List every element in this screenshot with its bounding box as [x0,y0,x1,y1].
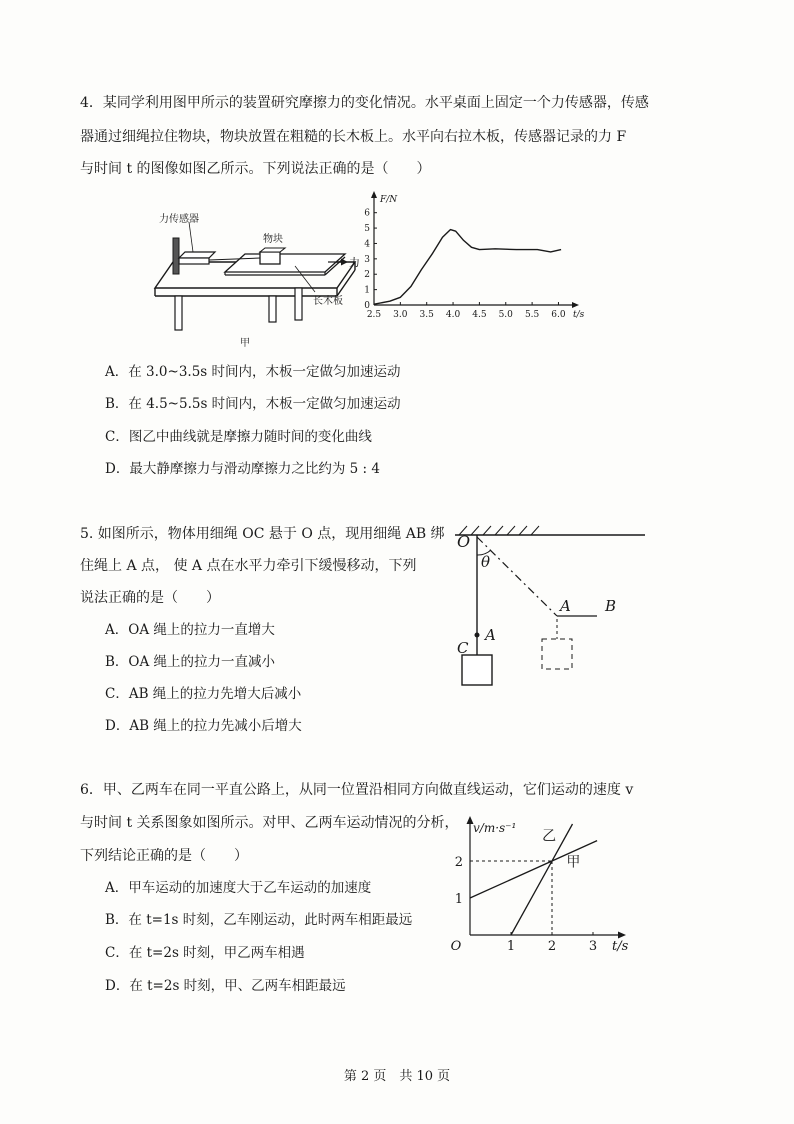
x-axis-arrow [618,932,626,939]
table-leg [269,296,276,322]
q6-option-a[interactable]: A．甲车运动的加速度大于乙车运动的加速度 [105,880,372,896]
series-label-jia: 甲 [566,854,581,871]
y-tick-label: 2 [454,855,463,870]
q5-line-1: 5. 如图所示，物体用细绳 OC 悬于 O 点，现用细绳 AB 绑 [80,526,445,542]
dashed-mass [542,639,572,669]
y-tick-label: 1 [364,285,370,296]
board-label: 长木板 [313,296,343,307]
y-tick-label: 5 [364,224,370,235]
q4-line-1: 4．某同学利用图甲所示的装置研究摩擦力的变化情况。水平桌面上固定一个力传感器，传感 [80,95,649,111]
x-tick-label: 3.5 [419,310,434,320]
long-board [225,254,345,272]
x-tick-label: 4.0 [445,310,461,320]
q6-option-b[interactable]: B．在 t=1s 时刻，乙车刚运动，此时两车相距最远 [105,912,413,928]
page-footer: 第 2 页 共 10 页 [343,1069,451,1084]
rope-oa-dashed [477,537,557,616]
y-tick-label: 6 [364,208,370,219]
apparatus-figure [145,200,365,350]
label-a: A [485,626,496,644]
table-leg [295,288,302,320]
velocity-time-chart [445,810,645,960]
q4-option-a[interactable]: A．在 3.0~3.5s 时间内，木板一定做匀加速运动 [105,364,401,380]
q5-option-c[interactable]: C．AB 绳上的拉力先增大后减小 [105,686,302,702]
x-axis-label: t/s [573,310,585,320]
table-leg [175,296,182,330]
q5-option-b[interactable]: B．OA 绳上的拉力一直减小 [105,654,276,670]
x-tick-label: 1 [506,939,516,954]
q6-line-1: 6．甲、乙两车在同一平直公路上，从同一位置沿相同方向做直线运动，它们运动的速度 v [80,782,634,798]
q4-option-b[interactable]: B．在 4.5~5.5s 时间内，木板一定做匀加速运动 [105,396,401,412]
block [260,252,280,264]
force-time-chart [358,185,588,325]
sensor-label: 力传感器 [159,214,199,225]
rope-figure [445,515,645,695]
q4-line-3: 与时间 t 的图像如图乙所示。下列说法正确的是（ ） [80,161,431,177]
x-axis-label: t/s [612,939,629,954]
q5-option-d[interactable]: D．AB 绳上的拉力先减小后增大 [105,718,302,734]
point-a [475,633,480,638]
y-tick-label: 1 [454,892,463,907]
hanging-mass [462,655,492,685]
x-tick-label: 3 [588,939,598,954]
label-theta: θ [481,553,491,571]
force-label: 力 [349,256,360,269]
label-o: O [457,532,471,551]
force-curve [374,230,561,305]
sensor-stand [173,238,179,274]
q4-line-2: 器通过细绳拉住物块，物块放置在粗糙的长木板上。水平向右拉木板，传感器记录的力 F [80,129,627,145]
y-tick-label: 4 [364,239,370,250]
y-tick-label: 3 [364,254,370,265]
y-axis-arrow [371,191,377,198]
series-label-yi: 乙 [542,828,557,845]
figure-caption: 甲 [240,338,250,349]
q6-line-3: 下列结论正确的是（ ） [80,848,248,864]
q5-line-2: 住绳上 A 点， 使 A 点在水平力牵引下缓慢移动，下列 [80,558,417,574]
x-tick-label: 5.0 [498,310,513,320]
y-tick-label: 0 [364,301,370,311]
q6-option-d[interactable]: D．在 t=2s 时刻，甲、乙两车相距最远 [105,978,346,994]
q5-option-a[interactable]: A．OA 绳上的拉力一直增大 [105,622,275,638]
q4-option-d[interactable]: D．最大静摩擦力与滑动摩擦力之比约为 5 : 4 [105,461,380,477]
y-axis-label: F/N [380,195,398,205]
x-tick-label: 5.5 [524,310,540,320]
y-tick-label: 2 [364,270,370,281]
q6-line-2: 与时间 t 关系图象如图所示。对甲、乙两车运动情况的分析， [80,815,459,831]
block-label: 物块 [263,234,283,245]
x-tick-label: 3.0 [393,310,408,320]
x-tick-label: 2.5 [366,310,382,320]
force-sensor [179,252,215,258]
x-tick-label: 6.0 [551,310,566,320]
x-tick-label: 4.5 [472,310,487,320]
q4-option-c[interactable]: C．图乙中曲线就是摩擦力随时间的变化曲线 [105,429,372,445]
label-b: B [605,597,617,615]
label-c: C [457,639,469,657]
label-a-moved: A [560,597,571,615]
q5-line-3: 说法正确的是（ ） [80,590,220,606]
q6-option-c[interactable]: C．在 t=2s 时刻，甲乙两车相遇 [105,945,305,961]
y-axis-label: v/m·s⁻¹ [473,821,517,835]
x-tick-label: O [450,939,462,954]
x-tick-label: 2 [547,939,557,954]
x-axis-arrow [572,302,579,308]
